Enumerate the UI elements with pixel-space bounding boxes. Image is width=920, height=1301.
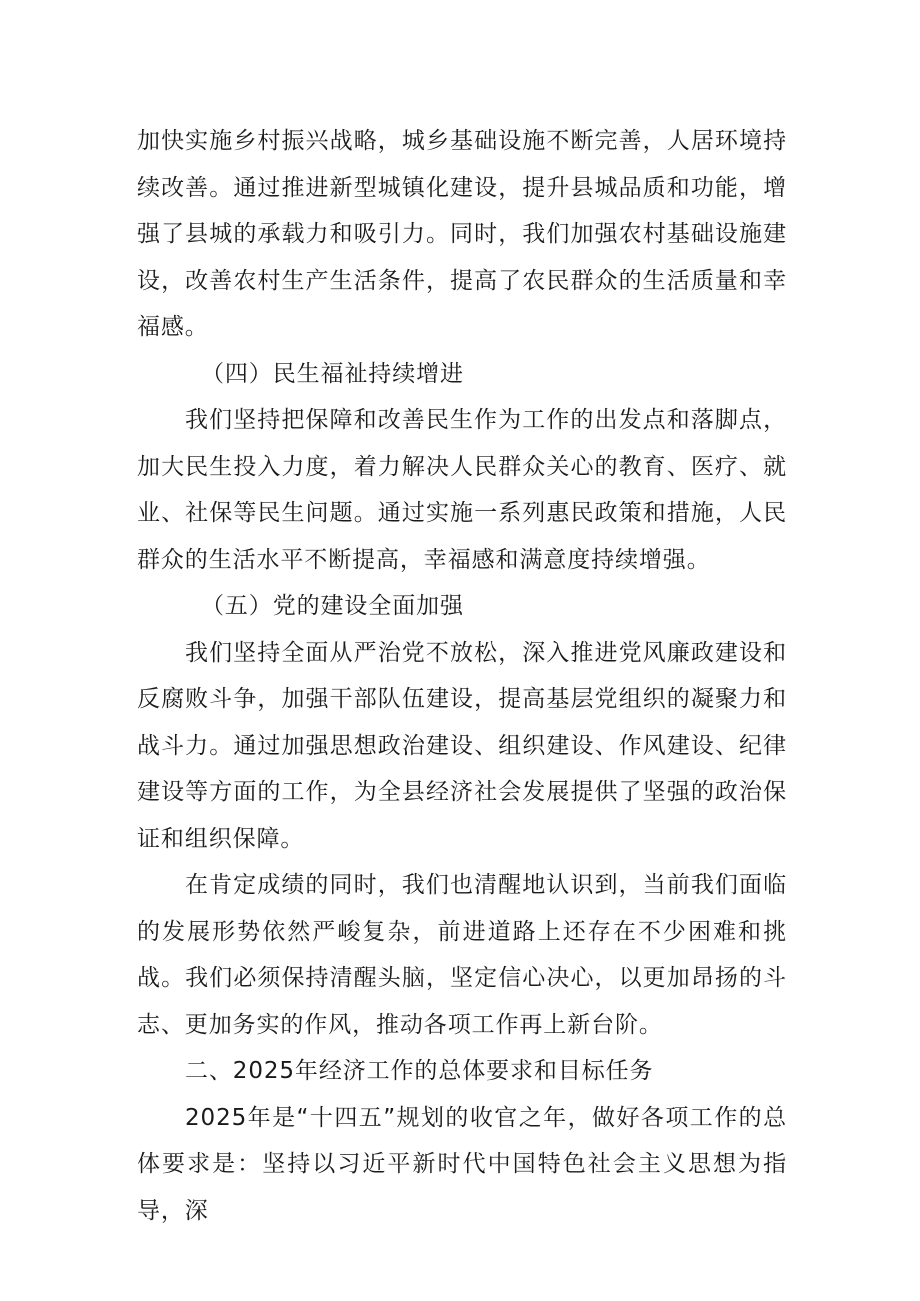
paragraph-party-building: 我们坚持全面从严治党不放松，深入推进党风廉政建设和反腐败斗争，加强干部队伍建设，提高基层党组织的凝聚力和战斗力。通过加强思想政治建设、组织建设、作风建设、纪律建设等方面的工作，为全县经济社会发展提供了坚强的政治保证和组织保障。 xyxy=(137,639,787,852)
paragraph-2025-requirements: 2025年是“十四五”规划的收官之年，做好各项工作的总体要求是：坚持以习近平新时代中国特色社会主义思想为指导，深 xyxy=(137,1104,787,1224)
document-body xyxy=(137,118,787,1234)
paragraph-rural-revitalization: 加快实施乡村振兴战略，城乡基础设施不断完善，人居环境持续改善。通过推进新型城镇化建设，提升县城品质和功能，增强了县城的承载力和吸引力。同时，我们加强农村基础设施建设，改善农村生产生活条件，提高了农民群众的生活质量和幸福感。 xyxy=(137,128,787,340)
paragraph-livelihood: 我们坚持把保障和改善民生作为工作的出发点和落脚点，加大民生投入力度，着力解决人民群众关心的教育、医疗、就业、社保等民生问题。通过实施一系列惠民政策和措施，人民群众的生活水平不断提高，幸福感和满意度持续增强。 xyxy=(137,407,787,573)
section-heading-2025-requirements: 二、2025年经济工作的总体要求和目标任务 xyxy=(185,1058,654,1084)
section-heading-livelihood: （四）民生福祉持续增进 xyxy=(201,360,464,387)
paragraph-challenges: 在肯定成绩的同时，我们也清醒地认识到，当前我们面临的发展形势依然严峻复杂，前进道路上还存在不少困难和挑战。我们必须保持清醒头脑，坚定信心决心，以更加昂扬的斗志、更加务实的作风，推动各项工作再上新台阶。 xyxy=(137,872,787,1038)
section-heading-party-building: （五）党的建设全面加强 xyxy=(201,593,464,619)
